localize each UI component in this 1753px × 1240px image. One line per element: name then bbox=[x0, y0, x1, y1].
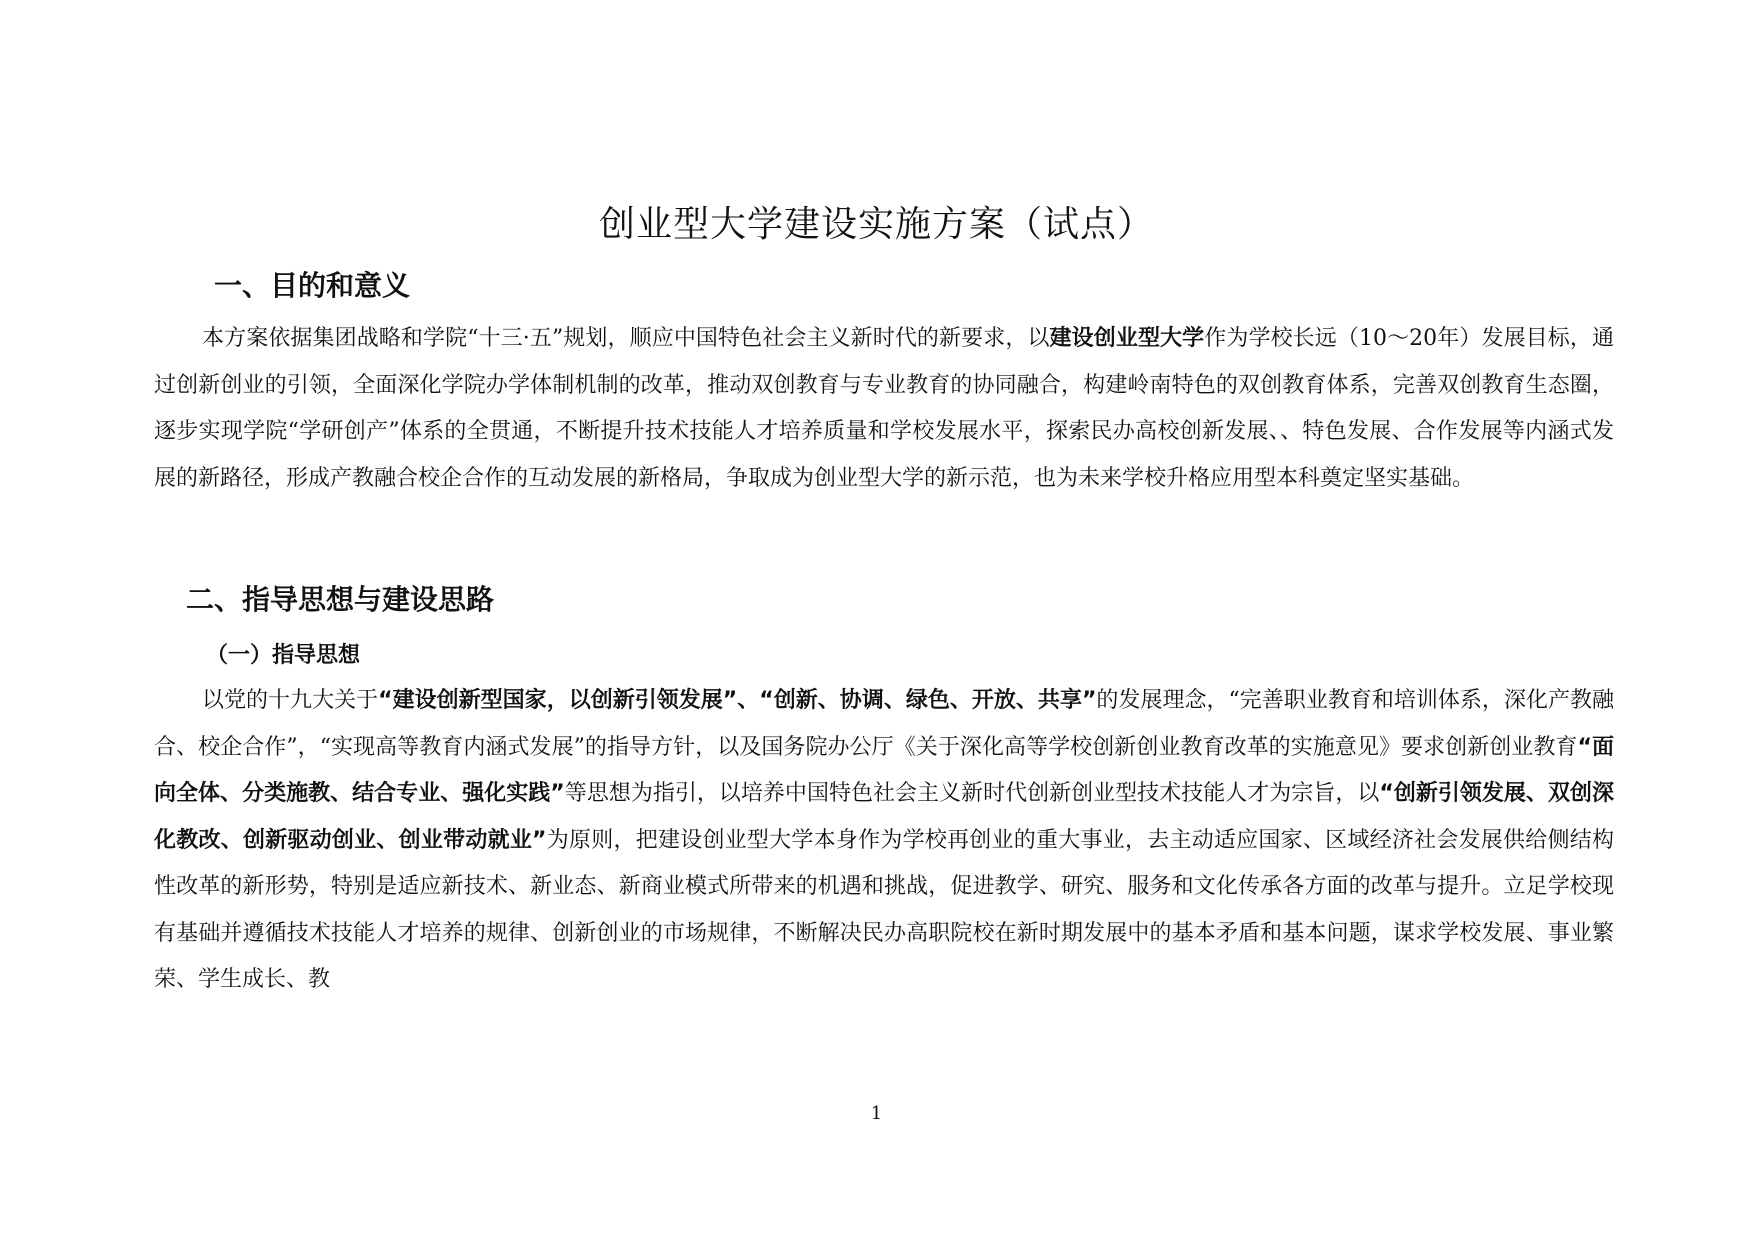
subsection-heading-guiding-thought: （一）指导思想 bbox=[206, 643, 361, 668]
paragraph-text: 本方案依据集团战略和学院“十三·五”规划，顺应中国特色社会主义新时代的新要求，以 bbox=[202, 326, 1050, 351]
paragraph-text: 作为学校长远（10～20年）发展目标，通过创新创业的引领，全面深化学院办学体制机制的改革，推动双创教育与专业教育的协同融合，构建岭南特色的双创教育体系，完善双创教育生态圈，逐步实现学院“学研创产”体系的全贯通，不断提升技术技能人才培养质量和学校发展水平，探索民办高校创新发展、、特色发展、合作发展等内涵式发展的新路径，形成产教融合校企合作的互动发展的新格局，争取成为创业型大学的新示范，也为未来学校升格应用型本科奠定坚实基础。 bbox=[154, 326, 1614, 491]
subsection-paragraph-guiding-thought bbox=[154, 678, 1614, 1004]
section-heading-purpose: 一、目的和意义 bbox=[214, 269, 411, 302]
page-number: 1 bbox=[870, 1103, 883, 1124]
paragraph-emphasis: “建设创新型国家，以创新引领发展”、“创新、协调、绿色、开放、共享” bbox=[378, 688, 1097, 713]
paragraph-text: 以党的十九大关于 bbox=[202, 688, 379, 713]
document-title: 创业型大学建设实施方案（试点） bbox=[598, 204, 1154, 245]
paragraph-text: 的发展理念，“完善职业教育和培训体系，深化产教融合、校企合作”，“实现高等教育内涵式发展”的指导方针，以及国务院办公厅《关于深化高等学校创新创业教育改革的实施意见》要求创新创业教育 bbox=[154, 688, 1615, 760]
section-paragraph-purpose bbox=[154, 316, 1614, 502]
paragraph-text: 等思想为指引，以培养中国特色社会主义新时代创新创业型技术技能人才为宗旨，以 bbox=[564, 781, 1380, 806]
section-heading-guiding: 二、指导思想与建设思路 bbox=[186, 583, 495, 616]
paragraph-emphasis: 建设创业型大学 bbox=[1049, 326, 1205, 351]
paragraph-emphasis: “面向全体、分类施教、结合专业、强化实践” bbox=[154, 734, 1615, 806]
paragraph-text: 为原则，把建设创业型大学本身作为学校再创业的重大事业，去主动适应国家、区域经济社会发展供给侧结构性改革的新形势，特别是适应新技术、新业态、新商业模式所带来的机遇和挑战，促进教学、研究、服务和文化传承各方面的改革与提升。立足学校现有基础并遵循技术技能人才培养的规律、创新创业的市场规律，不断解决民办高职院校在新时期发展中的基本矛盾和基本问题，谋求学校发展、事业繁荣、学生成长、教 bbox=[154, 827, 1614, 992]
paragraph-emphasis: “创新引领发展、双创深化教改、创新驱动创业、创业带动就业” bbox=[154, 781, 1614, 853]
